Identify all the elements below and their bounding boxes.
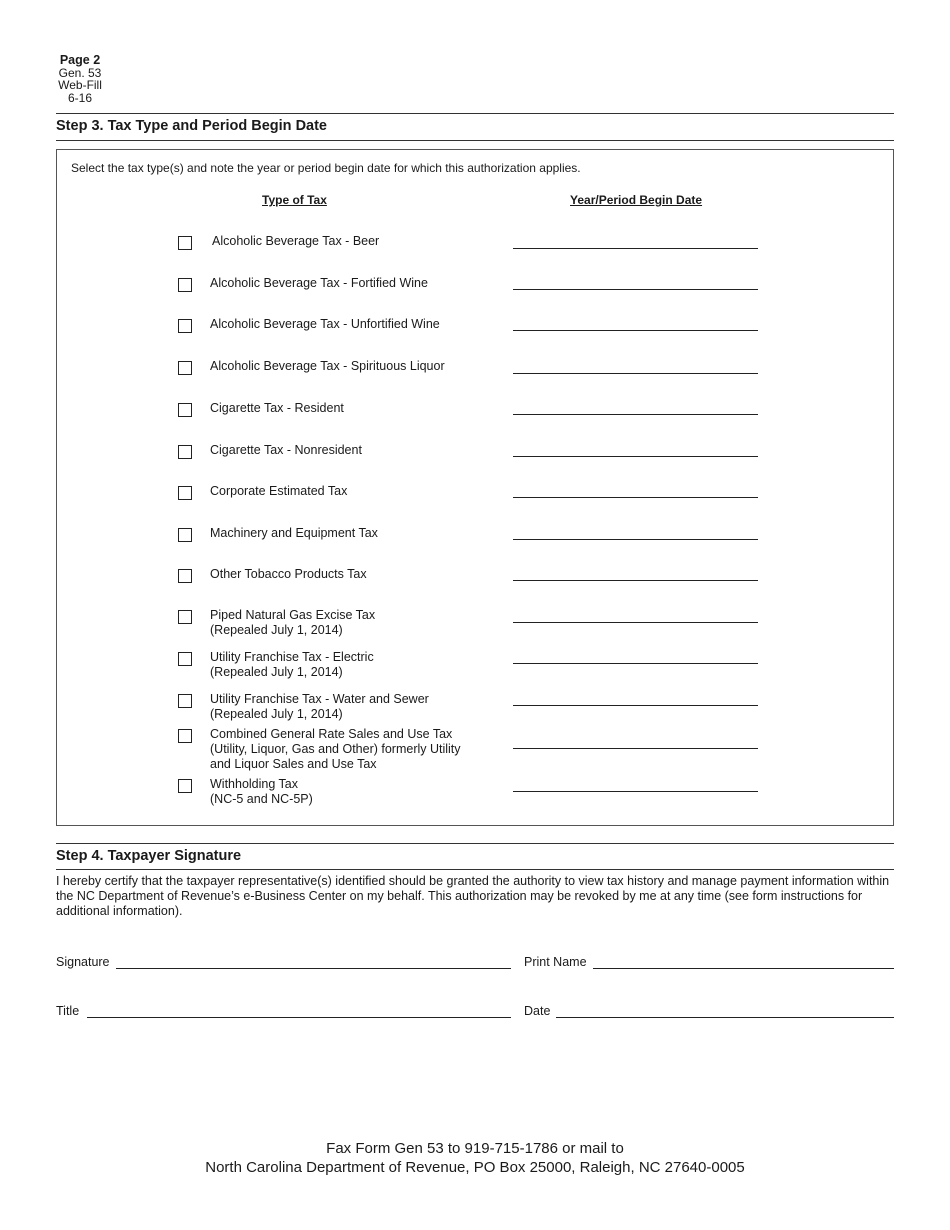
begin-date-field[interactable]: [513, 539, 758, 540]
tax-type-label-line: Withholding Tax: [210, 777, 299, 791]
tax-type-row: [178, 610, 768, 654]
begin-date-field[interactable]: [513, 497, 758, 498]
tax-type-checkbox[interactable]: [178, 361, 192, 375]
tax-type-label: [210, 727, 480, 772]
tax-type-checkbox[interactable]: [178, 779, 192, 793]
form-type: Web-Fill: [58, 78, 102, 92]
divider: [56, 843, 894, 844]
tax-type-label-line: Alcoholic Beverage Tax - Spirituous Liquor: [210, 359, 445, 373]
begin-date-field[interactable]: [513, 580, 758, 581]
footer-fax-instructions: Fax Form Gen 53 to 919-715-1786 or mail to: [326, 1140, 624, 1157]
step4-title: Step 4. Taxpayer Signature: [56, 848, 242, 864]
tax-type-checkbox[interactable]: [178, 610, 192, 624]
form-id: Gen. 53: [58, 65, 102, 80]
certification-text: I hereby certify that the taxpayer representative(s) identified should be granted the authority to view tax history and manage payment information within the NC Department of Revenue’s e-Business Center on my behalf. This authorization may be revoked by me at any time (see form instructions for additional information).: [56, 874, 890, 918]
tax-type-checkbox[interactable]: [178, 569, 192, 583]
signature-label: Signature: [56, 955, 110, 969]
tax-type-label-line: Other Tobacco Products Tax: [210, 567, 367, 581]
tax-type-label-line: Cigarette Tax - Resident: [210, 401, 344, 415]
tax-type-row: [178, 729, 768, 773]
tax-type-row: [178, 319, 768, 363]
step3-instruction: Select the tax type(s) and note the year or period begin date for which this authorization applies.: [71, 161, 581, 175]
tax-type-label-line: Cigarette Tax - Nonresident: [210, 443, 362, 457]
tax-type-row: [178, 445, 768, 489]
tax-type-label: [210, 567, 480, 582]
tax-type-label: [210, 526, 480, 541]
tax-type-label: [210, 484, 480, 499]
begin-date-field[interactable]: [513, 622, 758, 623]
tax-type-label: [210, 401, 480, 416]
divider: [56, 869, 894, 870]
begin-date-field[interactable]: [513, 456, 758, 457]
tax-type-label-line: (Repealed July 1, 2014): [210, 623, 343, 637]
begin-date-field[interactable]: [513, 791, 758, 792]
tax-type-label: [210, 608, 480, 638]
tax-type-label: [210, 650, 480, 680]
step3-title: Step 3. Tax Type and Period Begin Date: [56, 118, 327, 134]
tax-type-label-line: Combined General Rate Sales and Use Tax: [210, 727, 453, 741]
tax-type-checkbox[interactable]: [178, 319, 192, 333]
tax-type-label-line: (Repealed July 1, 2014): [210, 707, 343, 721]
tax-type-label: [210, 777, 480, 807]
tax-type-label: [210, 692, 480, 722]
begin-date-field[interactable]: [513, 373, 758, 374]
tax-type-checkbox[interactable]: [178, 486, 192, 500]
begin-date-field[interactable]: [513, 248, 758, 249]
tax-type-label: [210, 359, 480, 374]
tax-type-checkbox[interactable]: [178, 729, 192, 743]
title-label: Title: [56, 1004, 80, 1018]
tax-type-label: [210, 317, 480, 332]
begin-date-field[interactable]: [513, 330, 758, 331]
tax-type-checkbox[interactable]: [178, 236, 192, 250]
tax-type-row: [178, 528, 768, 572]
divider: [56, 140, 894, 141]
tax-type-label-line: Corporate Estimated Tax: [210, 484, 348, 498]
tax-type-row: [178, 652, 768, 696]
form-header: [52, 54, 108, 104]
footer-mailing-address: North Carolina Department of Revenue, PO Box 25000, Raleigh, NC 27640-0005: [205, 1159, 745, 1176]
column-header-type-of-tax: Type of Tax: [262, 193, 327, 207]
divider: [56, 113, 894, 114]
tax-type-row: [178, 236, 768, 280]
tax-type-label-line: Utility Franchise Tax - Water and Sewer: [210, 692, 429, 706]
tax-type-row: [178, 779, 768, 823]
tax-type-checkbox[interactable]: [178, 445, 192, 459]
date-label: Date: [524, 1004, 551, 1018]
signature-field[interactable]: [116, 968, 511, 969]
tax-type-label: [210, 443, 480, 458]
tax-type-label-line: and Liquor Sales and Use Tax: [210, 757, 377, 771]
tax-type-row: [178, 278, 768, 322]
tax-type-checkbox[interactable]: [178, 652, 192, 666]
tax-type-row: [178, 403, 768, 447]
tax-type-label-line: Utility Franchise Tax - Electric: [210, 650, 374, 664]
begin-date-field[interactable]: [513, 748, 758, 749]
column-header-begin-date: Year/Period Begin Date: [570, 193, 703, 207]
tax-type-row: [178, 486, 768, 530]
tax-type-label: [210, 276, 480, 291]
tax-type-label-line: Alcoholic Beverage Tax - Beer: [212, 234, 380, 248]
tax-type-label-line: (Repealed July 1, 2014): [210, 665, 343, 679]
tax-type-checkbox[interactable]: [178, 403, 192, 417]
tax-type-row: [178, 361, 768, 405]
print-name-field[interactable]: [593, 968, 894, 969]
begin-date-field[interactable]: [513, 663, 758, 664]
tax-type-label-line: (Utility, Liquor, Gas and Other) formerly Utility: [210, 742, 461, 756]
tax-type-label: [212, 234, 482, 249]
date-field[interactable]: [556, 1017, 894, 1018]
tax-type-label-line: Piped Natural Gas Excise Tax: [210, 608, 376, 622]
tax-type-label-line: Alcoholic Beverage Tax - Fortified Wine: [210, 276, 428, 290]
form-revision: 6-16: [67, 90, 93, 105]
tax-type-checkbox[interactable]: [178, 528, 192, 542]
page-label: Page 2: [59, 53, 101, 67]
begin-date-field[interactable]: [513, 289, 758, 290]
begin-date-field[interactable]: [513, 705, 758, 706]
tax-type-label-line: Machinery and Equipment Tax: [210, 526, 378, 540]
begin-date-field[interactable]: [513, 414, 758, 415]
tax-type-row: [178, 569, 768, 613]
tax-type-checkbox[interactable]: [178, 694, 192, 708]
print-name-label: Print Name: [524, 955, 587, 969]
title-field[interactable]: [87, 1017, 511, 1018]
tax-type-checkbox[interactable]: [178, 278, 192, 292]
tax-type-label-line: Alcoholic Beverage Tax - Unfortified Wine: [210, 317, 440, 331]
tax-type-label-line: (NC-5 and NC-5P): [210, 792, 313, 806]
